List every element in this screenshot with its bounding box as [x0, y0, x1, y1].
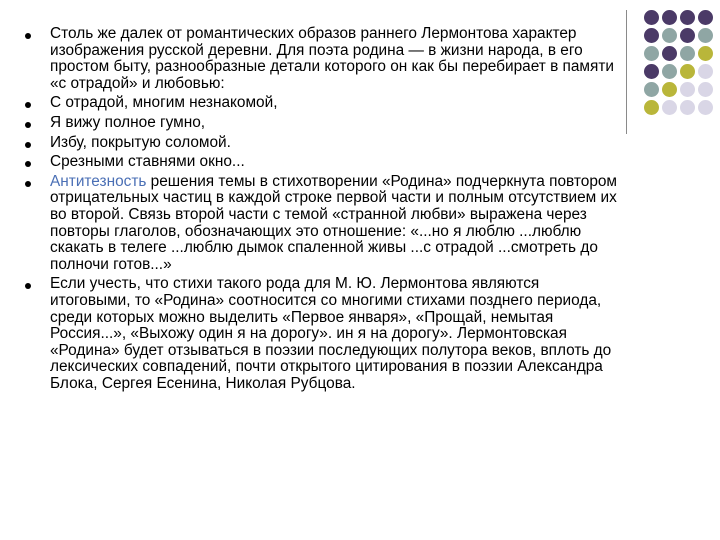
- bullet-text: С отрадой, многим незнакомой,: [50, 94, 278, 112]
- decorative-dot: [680, 28, 695, 43]
- bullet-item: [22, 135, 622, 152]
- decorative-dot: [644, 28, 659, 43]
- decorative-dot: [662, 82, 677, 97]
- bullet-text: Я вижу полное гумно,: [50, 113, 206, 131]
- bullet-text: Если учесть, что стихи такого рода для М. Ю. Лермонтова являются итоговыми, то «Родина» соотносится со многими стихами позднего периода, среди которых можно выделить «Первое января», «Прощай, немытая Россия...», «Выхожу один я на дорогу». ин я на дорогу». Лермонтовская «Родина» будет отзываться в поэзии последующих полутора веков, вплоть до лексических совпадений, почти открытого цитирования в поэзии Александра Блока, Сергея Есенина, Николая Рубцова.: [50, 275, 612, 392]
- decorative-dot: [680, 100, 695, 115]
- bullet-item: [22, 174, 622, 274]
- decorative-dot: [680, 46, 695, 61]
- decorative-dot: [644, 10, 659, 25]
- decorative-dot: [644, 46, 659, 61]
- bullet-text: Срезными ставнями окно...: [50, 153, 245, 171]
- bullet-dot-icon: [25, 181, 31, 187]
- bullet-dot-icon: [25, 283, 31, 289]
- bullet-item: [22, 26, 622, 92]
- bullet-item: [22, 95, 622, 112]
- decorative-dot: [698, 82, 713, 97]
- accent-term: Антитезность: [50, 172, 147, 190]
- decorative-dot: [698, 46, 713, 61]
- bullet-text: Столь же далек от романтических образов раннего Лермонтова характер изображения русской деревни. Для поэта родина — в жизни народа, в его простом быту, разнообразные детали которого он как бы перебирает в памяти «с отрадой» и любовью:: [50, 25, 614, 92]
- bullet-item: [22, 154, 622, 171]
- bullet-dot-icon: [25, 33, 31, 39]
- decorative-dot: [644, 82, 659, 97]
- decorative-dot: [680, 10, 695, 25]
- bullet-dot-icon: [25, 142, 31, 148]
- bullet-text: решения темы в стихотворении «Родина» подчеркнута повтором отрицательных частиц в каждой строке первой части и полным отсутствием их во второй. Связь второй части с темой «странной любви» выражена через повторы глаголов, обозначающих это отношение: «...но я люблю ...люблю скакать в телеге ...люблю дымок спаленной живы ...с отрадой ...смотреть до полночи готов...»: [50, 172, 618, 273]
- decorative-dot: [644, 100, 659, 115]
- bullet-item: [22, 276, 622, 392]
- decorative-dot-grid: [644, 10, 718, 114]
- decorative-dot: [680, 82, 695, 97]
- vertical-divider-line: [626, 10, 627, 134]
- decorative-dot: [698, 64, 713, 79]
- decorative-dot: [698, 100, 713, 115]
- decorative-dot: [698, 10, 713, 25]
- decorative-dot: [662, 64, 677, 79]
- bullet-dot-icon: [25, 122, 31, 128]
- decorative-dot: [698, 28, 713, 43]
- decorative-dot: [662, 28, 677, 43]
- bullet-dot-icon: [25, 161, 31, 167]
- bullet-dot-icon: [25, 102, 31, 108]
- bullet-list: [22, 26, 622, 395]
- decorative-dot: [662, 46, 677, 61]
- decorative-dot: [680, 64, 695, 79]
- decorative-dot: [644, 64, 659, 79]
- bullet-text: Избу, покрытую соломой.: [50, 133, 231, 151]
- decorative-dot: [662, 10, 677, 25]
- bullet-item: [22, 115, 622, 132]
- decorative-dot: [662, 100, 677, 115]
